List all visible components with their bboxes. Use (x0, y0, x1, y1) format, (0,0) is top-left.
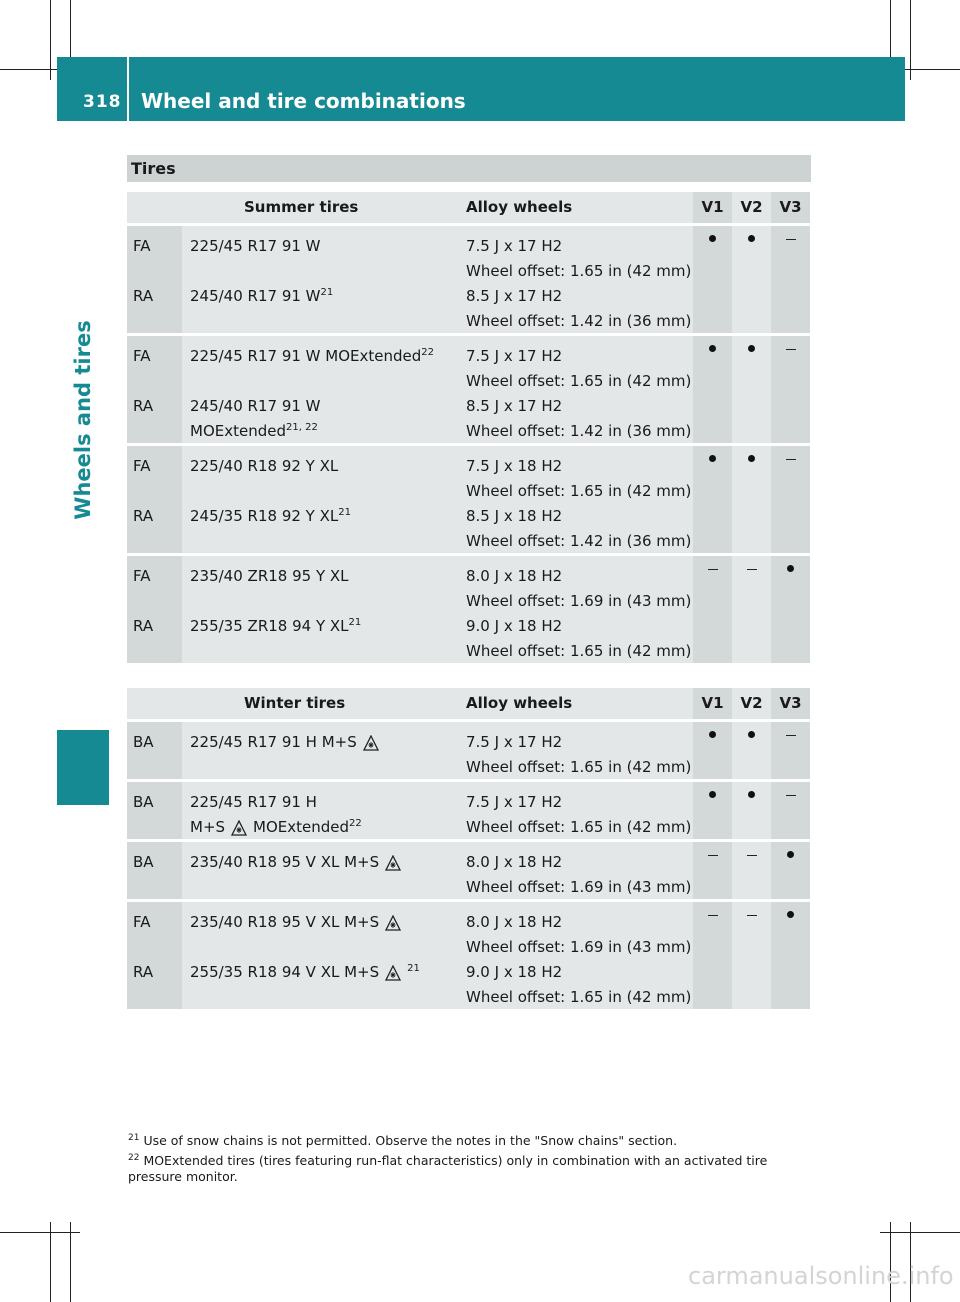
variant-cell (693, 336, 732, 443)
tire-cell (182, 226, 458, 333)
wheel-spec-line: Wheel offset: 1.65 in (42 mm) (466, 642, 692, 660)
position-cell (127, 722, 182, 779)
tire-size-text: 225/40 R18 92 Y XL (190, 457, 339, 475)
axle-label: RA (133, 963, 154, 981)
wheel-spec-line: 8.5 J x 17 H2 (466, 287, 563, 305)
variant-cell (771, 902, 810, 1009)
position-cell (127, 336, 182, 443)
wheel-spec-line: 7.5 J x 17 H2 (466, 793, 563, 811)
spacer (133, 369, 182, 394)
variant-cell (693, 902, 732, 1009)
not-available-dash-icon (786, 795, 796, 797)
wheel-spec-line: 9.0 J x 18 H2 (466, 617, 563, 635)
wheel-spec-line: 8.5 J x 17 H2 (466, 397, 563, 415)
available-dot-icon (748, 731, 755, 738)
tire-size-text: 255/35 R18 94 V XL M+S (190, 963, 380, 981)
tire-size-line (190, 910, 458, 935)
spacer (133, 259, 182, 284)
available-dot-icon (787, 565, 794, 572)
footnote-22 (128, 1153, 818, 1185)
spacer (133, 935, 182, 960)
wheel-spec-line: Wheel offset: 1.65 in (42 mm) (466, 988, 692, 1006)
spacer (133, 479, 182, 504)
tire-size-line (190, 344, 458, 369)
header-cell: V2 (732, 192, 771, 223)
position-cell (127, 446, 182, 553)
variant-cell (771, 842, 810, 899)
footnote-text: Use of snow chains is not permitted. Observe the notes in the "Snow chains" section. (143, 1133, 678, 1148)
wheel-cell (458, 902, 693, 1009)
header-cell (127, 192, 182, 223)
tire-size-line (190, 850, 458, 875)
tire-size-text: M+S (190, 818, 226, 836)
tire-size-line (190, 394, 458, 419)
snowflake-mountain-icon (385, 965, 401, 981)
table-row (127, 902, 811, 1009)
table-row (127, 722, 811, 779)
snowflake-mountain-icon (385, 855, 401, 871)
footnote-ref: 22 (349, 818, 362, 829)
wheel-spec-line: Wheel offset: 1.69 in (43 mm) (466, 938, 692, 956)
tire-size-text: MOExtended (190, 422, 286, 440)
variant-cell (771, 336, 810, 443)
variant-cell (732, 782, 771, 839)
snowflake-mountain-icon (385, 915, 401, 931)
footnote-ref: 21 (320, 287, 334, 298)
variant-cell (693, 556, 732, 663)
position-cell (127, 556, 182, 663)
tire-cell (182, 722, 458, 779)
tire-cell (182, 556, 458, 663)
variant-cell (771, 556, 810, 663)
tire-suffix-text: MOExtended (253, 818, 350, 836)
footnote-21 (128, 1133, 818, 1149)
spacer (190, 589, 458, 614)
crop-mark (910, 0, 911, 80)
not-available-dash-icon (747, 855, 757, 857)
wheel-cell (458, 722, 693, 779)
axle-label: FA (133, 347, 151, 365)
footnote-ref: 21, 22 (286, 422, 318, 433)
tire-size-line (190, 564, 458, 589)
spacer (190, 935, 458, 960)
not-available-dash-icon (786, 349, 796, 351)
wheel-cell (458, 782, 693, 839)
variant-cell (693, 446, 732, 553)
available-dot-icon (709, 731, 716, 738)
tire-size-line (190, 454, 458, 479)
variant-cell (732, 842, 771, 899)
crop-mark (70, 1222, 71, 1302)
header-cell: V3 (771, 192, 810, 223)
crop-mark (0, 1232, 80, 1233)
tire-cell (182, 782, 458, 839)
tire-size-text: 225/45 R17 91 H M+S (190, 733, 357, 751)
tire-size-line (190, 614, 458, 639)
tire-cell (182, 446, 458, 553)
tire-size-line (190, 504, 458, 529)
axle-label: FA (133, 913, 151, 931)
wheel-cell (458, 446, 693, 553)
wheel-spec-line: Wheel offset: 1.65 in (42 mm) (466, 372, 692, 390)
wheel-spec-line: 7.5 J x 17 H2 (466, 733, 563, 751)
wheel-spec-line: 7.5 J x 18 H2 (466, 457, 563, 475)
tire-size-text: 225/45 R17 91 W (190, 237, 321, 255)
side-section-tab: Wheels and tires (71, 320, 95, 520)
header-divider (127, 57, 129, 121)
available-dot-icon (709, 345, 716, 352)
position-cell (127, 782, 182, 839)
axle-label: FA (133, 237, 151, 255)
header-cell: Alloy wheels (458, 192, 693, 223)
available-dot-icon (709, 791, 716, 798)
table-row (127, 842, 811, 899)
tire-size-text: 225/45 R17 91 W MOExtended (190, 347, 422, 365)
available-dot-icon (748, 235, 755, 242)
spacer (190, 259, 458, 284)
not-available-dash-icon (708, 855, 718, 857)
wheel-cell (458, 336, 693, 443)
variant-cell (732, 336, 771, 443)
variant-cell (693, 226, 732, 333)
position-cell (127, 226, 182, 333)
footnote-ref: 21 (407, 963, 420, 974)
available-dot-icon (787, 911, 794, 918)
footnote-ref: 21 (338, 507, 351, 518)
footnote-ref: 21 (348, 617, 362, 628)
table-row (127, 446, 811, 553)
crop-mark (880, 1232, 960, 1233)
wheel-spec-line: Wheel offset: 1.69 in (43 mm) (466, 878, 692, 896)
table-row (127, 226, 811, 333)
wheel-spec-line: Wheel offset: 1.65 in (42 mm) (466, 758, 692, 776)
wheel-spec-line: 8.5 J x 18 H2 (466, 507, 563, 525)
wheel-spec-line: Wheel offset: 1.69 in (43 mm) (466, 592, 692, 610)
not-available-dash-icon (747, 915, 757, 917)
tire-cell (182, 842, 458, 899)
tire-size-line (190, 419, 458, 444)
tire-size-line (190, 234, 458, 259)
wheel-spec-line: 8.0 J x 18 H2 (466, 913, 563, 931)
tire-size-text: 235/40 R18 95 V XL M+S (190, 913, 380, 931)
header-cell: V1 (693, 688, 732, 719)
table-header-row (127, 688, 811, 719)
wheel-cell (458, 556, 693, 663)
tire-size-line (190, 730, 458, 755)
spacer (190, 479, 458, 504)
available-dot-icon (748, 791, 755, 798)
header-cell: V2 (732, 688, 771, 719)
side-tab-marker (57, 730, 109, 805)
variant-cell (693, 782, 732, 839)
variant-cell (771, 722, 810, 779)
wheel-spec-line: Wheel offset: 1.65 in (42 mm) (466, 818, 692, 836)
axle-label: BA (133, 793, 154, 811)
not-available-dash-icon (786, 735, 796, 737)
table-header-row (127, 192, 811, 223)
position-cell (127, 842, 182, 899)
page-number: 318 (83, 92, 122, 112)
available-dot-icon (748, 455, 755, 462)
winter-tires-table (127, 678, 811, 1009)
summer-tires-table (127, 155, 811, 663)
page-title: Wheel and tire combinations (141, 89, 466, 113)
header-cell (127, 688, 182, 719)
snowflake-mountain-icon (231, 820, 247, 836)
crop-mark (50, 0, 51, 80)
header-cell: Winter tires (182, 688, 458, 719)
spacer (190, 369, 458, 394)
axle-label: RA (133, 287, 154, 305)
footnote-number: 21 (128, 1132, 140, 1143)
crop-mark (50, 1222, 51, 1302)
tire-size-line (190, 790, 458, 815)
tire-size-text: 245/40 R17 91 W (190, 287, 321, 305)
axle-label: RA (133, 397, 154, 415)
not-available-dash-icon (786, 239, 796, 241)
tire-size-line (190, 960, 458, 985)
tire-size-line (190, 284, 458, 309)
wheel-spec-line: 7.5 J x 17 H2 (466, 237, 563, 255)
wheel-cell (458, 842, 693, 899)
not-available-dash-icon (708, 915, 718, 917)
tire-size-text: 225/45 R17 91 H (190, 793, 317, 811)
variant-cell (732, 902, 771, 1009)
table-title: Tires (127, 155, 811, 182)
header-cell: V1 (693, 192, 732, 223)
footnote-text: MOExtended tires (tires featuring run-flat characteristics) only in combination with an activated tire pressure monitor. (128, 1153, 768, 1184)
wheel-spec-line: 7.5 J x 17 H2 (466, 347, 563, 365)
table-row (127, 782, 811, 839)
variant-cell (771, 226, 810, 333)
footnote-ref: 22 (421, 347, 434, 358)
axle-label: RA (133, 507, 154, 525)
not-available-dash-icon (708, 569, 718, 571)
axle-label: BA (133, 853, 154, 871)
wheel-spec-line: Wheel offset: 1.42 in (36 mm) (466, 312, 692, 330)
watermark: carmanualsonline.info (688, 1262, 954, 1290)
wheel-spec-line: Wheel offset: 1.65 in (42 mm) (466, 482, 692, 500)
variant-cell (693, 842, 732, 899)
tire-size-text: 255/35 ZR18 94 Y XL (190, 617, 349, 635)
axle-label: FA (133, 457, 151, 475)
wheel-spec-line: Wheel offset: 1.65 in (42 mm) (466, 262, 692, 280)
wheel-cell (458, 226, 693, 333)
variant-cell (771, 782, 810, 839)
tire-size-text: 245/40 R17 91 W (190, 397, 321, 415)
header-cell: V3 (771, 688, 810, 719)
footnote-number: 22 (128, 1152, 140, 1163)
variant-cell (732, 722, 771, 779)
variant-cell (732, 446, 771, 553)
axle-label: FA (133, 567, 151, 585)
wheel-spec-line: 9.0 J x 18 H2 (466, 963, 563, 981)
wheel-spec-line: 8.0 J x 18 H2 (466, 567, 563, 585)
tire-cell (182, 336, 458, 443)
spacer (133, 589, 182, 614)
header-cell: Summer tires (182, 192, 458, 223)
variant-cell (771, 446, 810, 553)
variant-cell (732, 556, 771, 663)
axle-label: BA (133, 733, 154, 751)
available-dot-icon (748, 345, 755, 352)
not-available-dash-icon (747, 569, 757, 571)
header-cell: Alloy wheels (458, 688, 693, 719)
variant-cell (732, 226, 771, 333)
tire-size-line (190, 815, 458, 840)
axle-label: RA (133, 617, 154, 635)
table-row (127, 556, 811, 663)
wheel-spec-line: 8.0 J x 18 H2 (466, 853, 563, 871)
not-available-dash-icon (786, 459, 796, 461)
tire-size-text: 245/35 R18 92 Y XL (190, 507, 339, 525)
wheel-spec-line: Wheel offset: 1.42 in (36 mm) (466, 532, 692, 550)
table-row (127, 336, 811, 443)
snowflake-mountain-icon (363, 735, 379, 751)
available-dot-icon (709, 455, 716, 462)
tire-cell (182, 902, 458, 1009)
available-dot-icon (709, 235, 716, 242)
tire-size-text: 235/40 R18 95 V XL M+S (190, 853, 380, 871)
position-cell (127, 902, 182, 1009)
wheel-spec-line: Wheel offset: 1.42 in (36 mm) (466, 422, 692, 440)
variant-cell (693, 722, 732, 779)
available-dot-icon (787, 851, 794, 858)
tire-size-text: 235/40 ZR18 95 Y XL (190, 567, 349, 585)
